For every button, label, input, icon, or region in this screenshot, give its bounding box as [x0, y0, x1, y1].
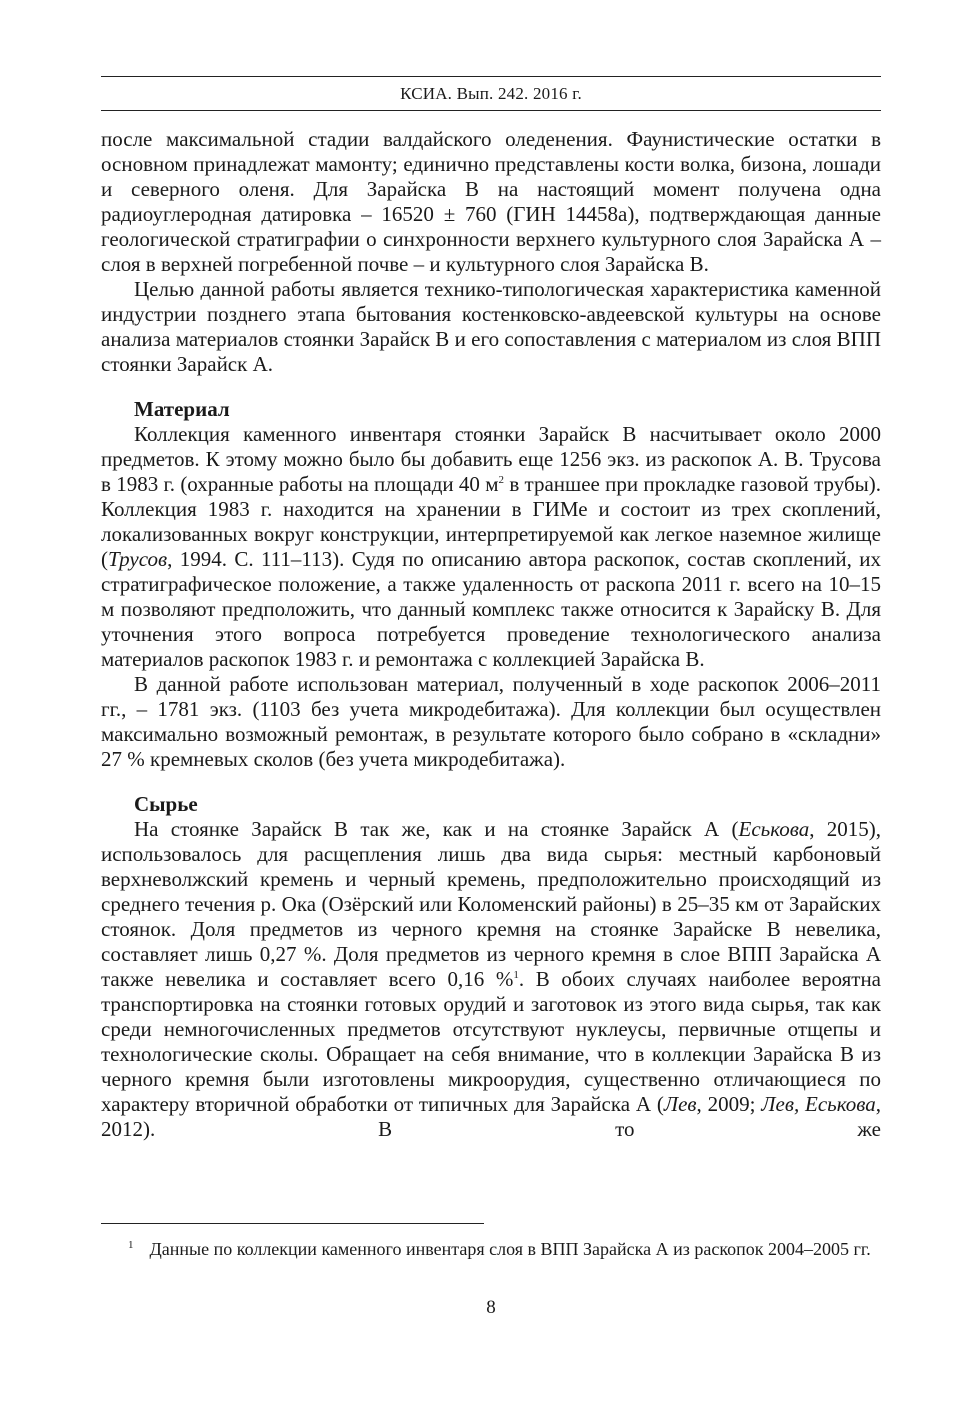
running-head: КСИА. Вып. 242. 2016 г.: [400, 84, 582, 103]
citation-lev: Лев: [663, 1092, 697, 1116]
header-bottom-rule: [101, 110, 881, 111]
superscript-2: 2: [498, 474, 505, 486]
paragraph-2: Целью данной работы является технико-типологическая характеристика каменной индустрии позднего этапа бытования костенковско-авдеевской культуры на основе анализа материалов стоянки Зарайск В и его сопоставления с материалом из слоя ВПП стоянки Зарайск А.: [101, 277, 881, 376]
paragraph-5-part-e: , 2012). В то же: [101, 1092, 881, 1141]
citation-eskova: Еськова: [738, 817, 810, 841]
body-text: [101, 127, 881, 1142]
citation-trusov: Трусов: [108, 547, 168, 571]
footnote-mark: 1: [128, 1239, 134, 1251]
section-heading-material: Материал: [134, 397, 230, 421]
paragraph-3-part-c: , 1994. С. 111–113). Судя по описанию автора раскопок, состав скоплений, их стратиграфическое положение, а также удаленность от раскопа 2011 г. всего на 10–15 м позволяют предположить, что данный комплекс также относится к Зарайску В. Для уточнения этого вопроса потребуется проведение технологического анализа материалов раскопок 1983 г. и ремонтажа с коллекцией Зарайска В.: [101, 547, 881, 671]
paragraph-3-part-b: в траншее при прокладке газовой трубы). Коллекция 1983 г. находится на хранении в ГИМе и состоит из трех скоплений, локализованных вокруг конструкции, интерпретируемой как легкое наземное жилище (: [101, 472, 881, 571]
paragraph-3-part-a: Коллекция каменного инвентаря стоянки Зарайск В насчитывает около 2000 предметов. К этому можно было бы добавить еще 1256 экз. из раскопок А. В. Трусова в 1983 г. (охранные работы на площади 40 м: [101, 422, 881, 496]
footnote-1: [101, 1233, 881, 1261]
paragraph-4: В данной работе использован материал, полученный в ходе раскопок 2006–2011 гг., – 1781 экз. (1103 без учета микродебитажа). Для коллекции был осуществлен максимально возможный ремонтаж, в результате которого было собрано в «складни» 27 % кремневых сколов (без учета микродебитажа).: [101, 672, 881, 771]
header-top-rule: [101, 76, 881, 77]
paragraph-5-part-d: , 2009;: [696, 1092, 762, 1116]
paragraph-5-part-a: На стоянке Зарайск В так же, как и на стоянке Зарайск А (: [134, 817, 739, 841]
page-number: 8: [486, 1297, 496, 1318]
paragraph-3: [101, 422, 881, 672]
paragraph-5-part-c: . В обоих случаях наиболее вероятна транспортировка на стоянки готовых орудий и заготовок из этого вида сырья, так как среди немногочисленных предметов отсутствуют нуклеусы, первичные отщепы и технологические сколы. Обращает на себя внимание, что в коллекции Зарайска В из черного кремня были изготовлены микроорудия, существенно отличающиеся по характеру вторичной обработки от типичных для Зарайска А (: [101, 967, 881, 1116]
citation-lev-eskova: Лев, Еськова: [761, 1092, 876, 1116]
footnote-text: Данные по коллекции каменного инвентаря слоя в ВПП Зарайска А из раскопок 2004–2005 гг.: [149, 1239, 871, 1259]
footnote-rule: [101, 1223, 484, 1224]
section-heading-raw-material: Сырье: [134, 792, 198, 816]
paragraph-5-part-b: , 2015), использовалось для расщепления лишь два вида сырья: местный карбоновый верхневолжский кремень и черный кремень, предположительно происходящий из среднего течения р. Ока (Озёрский или Коломенский районы) в 25–35 км от Зарайских стоянок. Доля предметов из черного кремня на стоянке Зарайске В невелика, составляет лишь 0,27 %. Доля предметов из черного кремня в слое ВПП Зарайска А также невелика и составляет всего 0,16 %: [101, 817, 881, 991]
footnote-reference-1[interactable]: 1: [513, 969, 519, 981]
paragraph-1: после максимальной стадии валдайского оледенения. Фаунистические остатки в основном принадлежат мамонту; единично представлены кости волка, бизона, лошади и северного оленя. Для Зарайска В на настоящий момент получена одна радиоуглеродная датировка – 16520 ± 760 (ГИН 14458а), подтверждающая данные геологической стратиграфии о синхронности верхнего культурного слоя Зарайска А – слоя в верхней погребенной почве – и культурного слоя Зарайска В.: [101, 127, 881, 276]
paragraph-5: [101, 817, 881, 1142]
